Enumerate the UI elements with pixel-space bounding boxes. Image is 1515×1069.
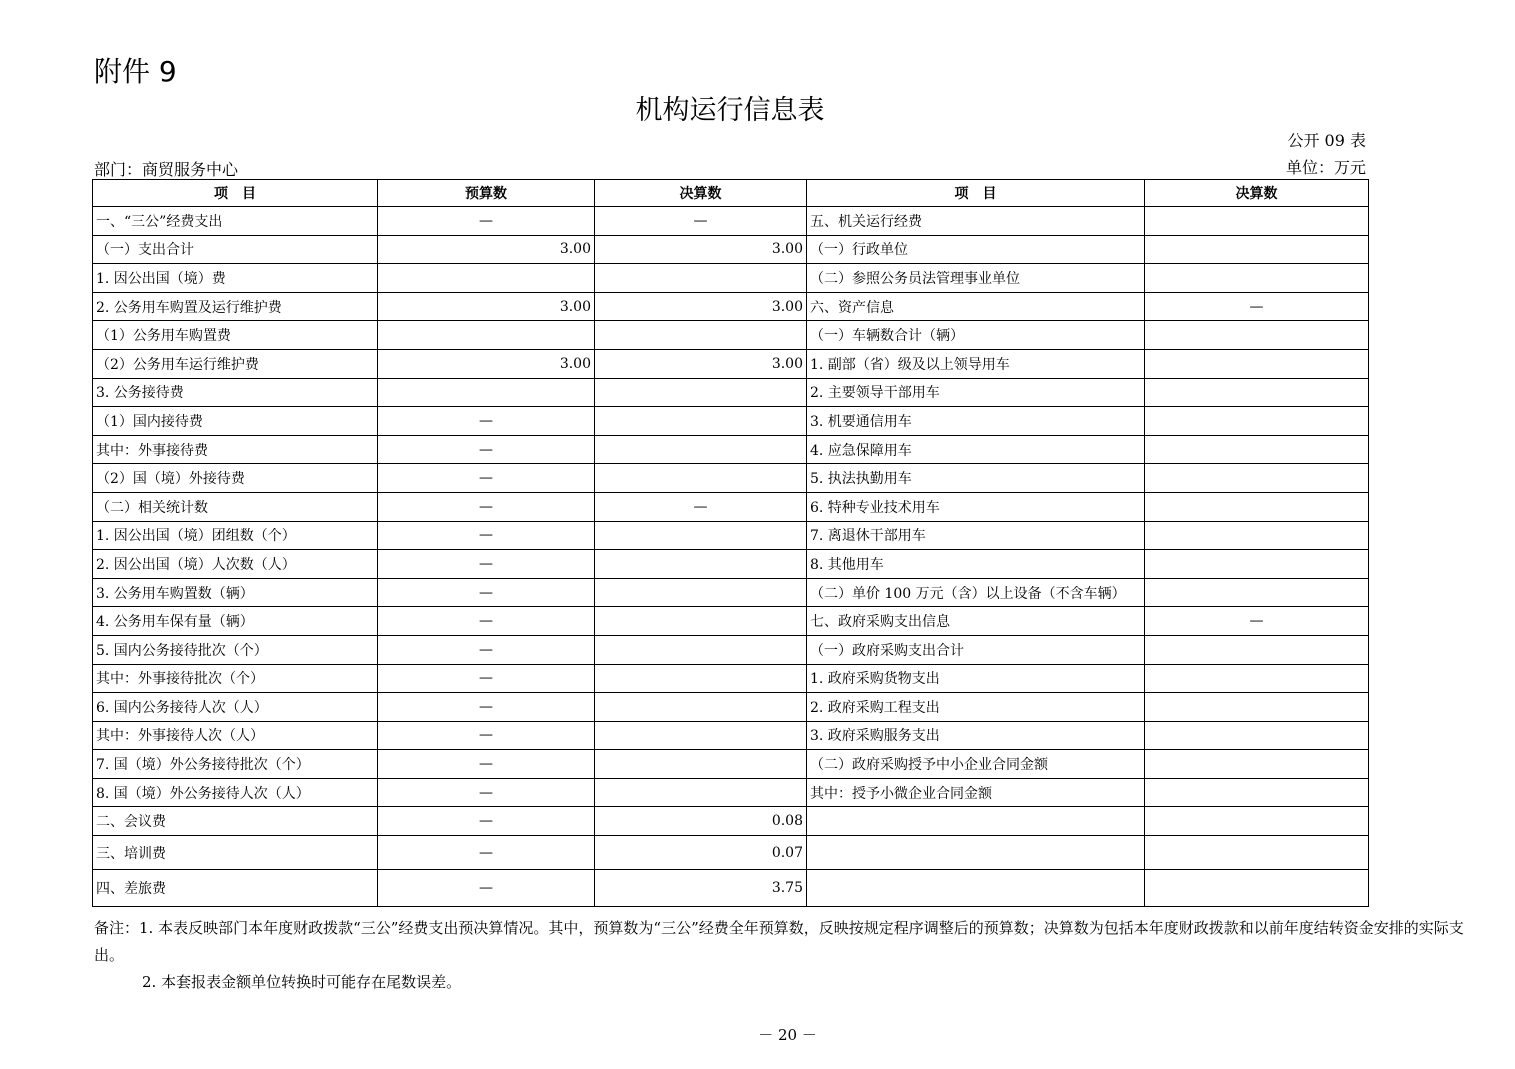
cell-final-right (1145, 664, 1369, 693)
cell-final-right (1145, 721, 1369, 750)
cell-final-right (1145, 870, 1369, 907)
cell-final-right (1145, 492, 1369, 521)
table-row (93, 721, 1369, 750)
cell-item-left: 7. 国（境）外公务接待批次（个） (93, 750, 378, 779)
note-2: 2. 本套报表金额单位转换时可能存在尾数误差。 (142, 973, 462, 991)
page-title: 机构运行信息表 (635, 95, 825, 126)
cell-budget: — (378, 778, 595, 807)
form-code: 公开 09 表 (1287, 131, 1366, 150)
cell-item-right: （一）政府采购支出合计 (807, 635, 1145, 664)
cell-final: — (595, 207, 807, 236)
table-row (93, 578, 1369, 607)
cell-item-right: 1. 副部（省）级及以上领导用车 (807, 349, 1145, 378)
cell-item-right: 五、机关运行经费 (807, 207, 1145, 236)
cell-item-left: 其中：外事接待批次（个） (93, 664, 378, 693)
cell-final-right (1145, 435, 1369, 464)
cell-final: 0.08 (595, 807, 807, 836)
table-row (93, 807, 1369, 836)
cell-final-right (1145, 521, 1369, 550)
cell-final-right (1145, 836, 1369, 870)
cell-item-right: 其中：授予小微企业合同金额 (807, 778, 1145, 807)
cell-final: 0.07 (595, 836, 807, 870)
header-item-right: 项 目 (807, 180, 1145, 207)
cell-budget (378, 378, 595, 407)
cell-item-right: 2. 主要领导干部用车 (807, 378, 1145, 407)
cell-item-left: 5. 国内公务接待批次（个） (93, 635, 378, 664)
cell-final-right (1145, 407, 1369, 436)
cell-item-left: 1. 因公出国（境）费 (93, 264, 378, 293)
cell-final: — (595, 492, 807, 521)
table-row (93, 235, 1369, 264)
table-row (93, 778, 1369, 807)
cell-item-right (807, 807, 1145, 836)
cell-item-left: 2. 因公出国（境）人次数（人） (93, 550, 378, 579)
cell-budget: — (378, 550, 595, 579)
cell-budget: 3.00 (378, 292, 595, 321)
table-row (93, 378, 1369, 407)
cell-item-left: 2. 公务用车购置及运行维护费 (93, 292, 378, 321)
cell-budget: — (378, 607, 595, 636)
cell-final (595, 721, 807, 750)
table-row (93, 750, 1369, 779)
cell-final (595, 607, 807, 636)
table-row (93, 664, 1369, 693)
table-row (93, 836, 1369, 870)
table-row (93, 464, 1369, 493)
cell-final-right (1145, 550, 1369, 579)
table-row (93, 321, 1369, 350)
cell-final (595, 407, 807, 436)
cell-item-right: （二）参照公务员法管理事业单位 (807, 264, 1145, 293)
cell-budget: — (378, 407, 595, 436)
cell-final-right (1145, 778, 1369, 807)
cell-item-right: （一）行政单位 (807, 235, 1145, 264)
page-number: － 20 － (758, 1026, 817, 1044)
table-row (93, 207, 1369, 236)
cell-budget: — (378, 807, 595, 836)
cell-final (595, 378, 807, 407)
cell-item-right: 7. 离退休干部用车 (807, 521, 1145, 550)
attachment-label: 附件 9 (94, 55, 177, 88)
cell-final (595, 778, 807, 807)
cell-budget: 3.00 (378, 349, 595, 378)
header-budget: 预算数 (378, 180, 595, 207)
cell-item-right (807, 836, 1145, 870)
table-body (93, 207, 1369, 907)
cell-item-right: （一）车辆数合计（辆） (807, 321, 1145, 350)
cell-item-right: 3. 机要通信用车 (807, 407, 1145, 436)
cell-budget: — (378, 836, 595, 870)
cell-item-left: 4. 公务用车保有量（辆） (93, 607, 378, 636)
cell-budget: — (378, 435, 595, 464)
cell-item-left: （1）公务用车购置费 (93, 321, 378, 350)
cell-budget: — (378, 464, 595, 493)
cell-final (595, 578, 807, 607)
cell-final-right: — (1145, 607, 1369, 636)
cell-final: 3.00 (595, 292, 807, 321)
cell-budget: 3.00 (378, 235, 595, 264)
cell-item-left: （一）支出合计 (93, 235, 378, 264)
cell-item-left: 8. 国（境）外公务接待人次（人） (93, 778, 378, 807)
cell-final-right (1145, 750, 1369, 779)
institution-operation-table (92, 179, 1369, 907)
table-row (93, 292, 1369, 321)
cell-budget: — (378, 664, 595, 693)
cell-item-left: 四、差旅费 (93, 870, 378, 907)
cell-item-right: 4. 应急保障用车 (807, 435, 1145, 464)
cell-item-left: （2）国（境）外接待费 (93, 464, 378, 493)
cell-item-right: 5. 执法执勤用车 (807, 464, 1145, 493)
cell-budget: — (378, 521, 595, 550)
cell-budget: — (378, 492, 595, 521)
cell-budget: — (378, 578, 595, 607)
cell-final: 3.75 (595, 870, 807, 907)
cell-item-right: （二）政府采购授予中小企业合同金额 (807, 750, 1145, 779)
cell-final (595, 521, 807, 550)
cell-item-left: 3. 公务接待费 (93, 378, 378, 407)
table-row (93, 607, 1369, 636)
table-row (93, 550, 1369, 579)
cell-final (595, 264, 807, 293)
note-1: 备注：1. 本表反映部门本年度财政拨款“三公”经费支出预决算情况。其中，预算数为“三公”经费全年预算数，反映按规定程序调整后的预算数；决算数为包括本年度财政拨款和以前年度结转资金安排的实际支出。 (94, 919, 1464, 964)
cell-item-right: 2. 政府采购工程支出 (807, 693, 1145, 722)
table-header-row (93, 180, 1369, 207)
cell-final-right (1145, 235, 1369, 264)
table-row (93, 635, 1369, 664)
cell-budget: — (378, 207, 595, 236)
cell-final-right (1145, 378, 1369, 407)
department-label: 部门：商贸服务中心 (94, 160, 239, 179)
cell-item-right: 六、资产信息 (807, 292, 1145, 321)
cell-final-right (1145, 321, 1369, 350)
cell-final-right (1145, 207, 1369, 236)
cell-final-right (1145, 349, 1369, 378)
cell-item-right: 8. 其他用车 (807, 550, 1145, 579)
header-final-right: 决算数 (1145, 180, 1369, 207)
unit-label: 单位：万元 (1285, 158, 1366, 177)
table-row (93, 870, 1369, 907)
cell-final-right (1145, 693, 1369, 722)
cell-budget (378, 321, 595, 350)
cell-item-left: 3. 公务用车购置数（辆） (93, 578, 378, 607)
cell-final (595, 435, 807, 464)
cell-budget: — (378, 635, 595, 664)
cell-final (595, 635, 807, 664)
cell-final (595, 750, 807, 779)
cell-budget: — (378, 870, 595, 907)
cell-item-left: 二、会议费 (93, 807, 378, 836)
cell-budget (378, 264, 595, 293)
cell-final: 3.00 (595, 235, 807, 264)
cell-item-left: 三、培训费 (93, 836, 378, 870)
table-row (93, 492, 1369, 521)
table-row (93, 435, 1369, 464)
cell-final (595, 550, 807, 579)
table-row (93, 349, 1369, 378)
cell-item-left: 1. 因公出国（境）团组数（个） (93, 521, 378, 550)
cell-item-right: 1. 政府采购货物支出 (807, 664, 1145, 693)
cell-final: 3.00 (595, 349, 807, 378)
notes-section (94, 915, 1484, 996)
cell-final-right (1145, 635, 1369, 664)
cell-final-right (1145, 578, 1369, 607)
cell-budget: — (378, 693, 595, 722)
cell-final-right (1145, 264, 1369, 293)
cell-final-right (1145, 807, 1369, 836)
cell-item-left: 6. 国内公务接待人次（人） (93, 693, 378, 722)
cell-item-left: 其中：外事接待人次（人） (93, 721, 378, 750)
cell-item-left: （2）公务用车运行维护费 (93, 349, 378, 378)
table-row (93, 407, 1369, 436)
cell-budget: — (378, 750, 595, 779)
cell-item-left: （1）国内接待费 (93, 407, 378, 436)
table-row (93, 693, 1369, 722)
cell-final (595, 321, 807, 350)
cell-final (595, 693, 807, 722)
cell-item-right: （二）单价 100 万元（含）以上设备（不含车辆） (807, 578, 1145, 607)
cell-item-left: 一、“三公”经费支出 (93, 207, 378, 236)
header-item-left: 项 目 (93, 180, 378, 207)
cell-budget: — (378, 721, 595, 750)
cell-item-right: 3. 政府采购服务支出 (807, 721, 1145, 750)
table-row (93, 521, 1369, 550)
cell-item-left: 其中：外事接待费 (93, 435, 378, 464)
cell-item-right (807, 870, 1145, 907)
table-row (93, 264, 1369, 293)
cell-final (595, 664, 807, 693)
cell-final-right: — (1145, 292, 1369, 321)
cell-final-right (1145, 464, 1369, 493)
cell-final (595, 464, 807, 493)
cell-item-right: 七、政府采购支出信息 (807, 607, 1145, 636)
cell-item-right: 6. 特种专业技术用车 (807, 492, 1145, 521)
cell-item-left: （二）相关统计数 (93, 492, 378, 521)
header-final: 决算数 (595, 180, 807, 207)
